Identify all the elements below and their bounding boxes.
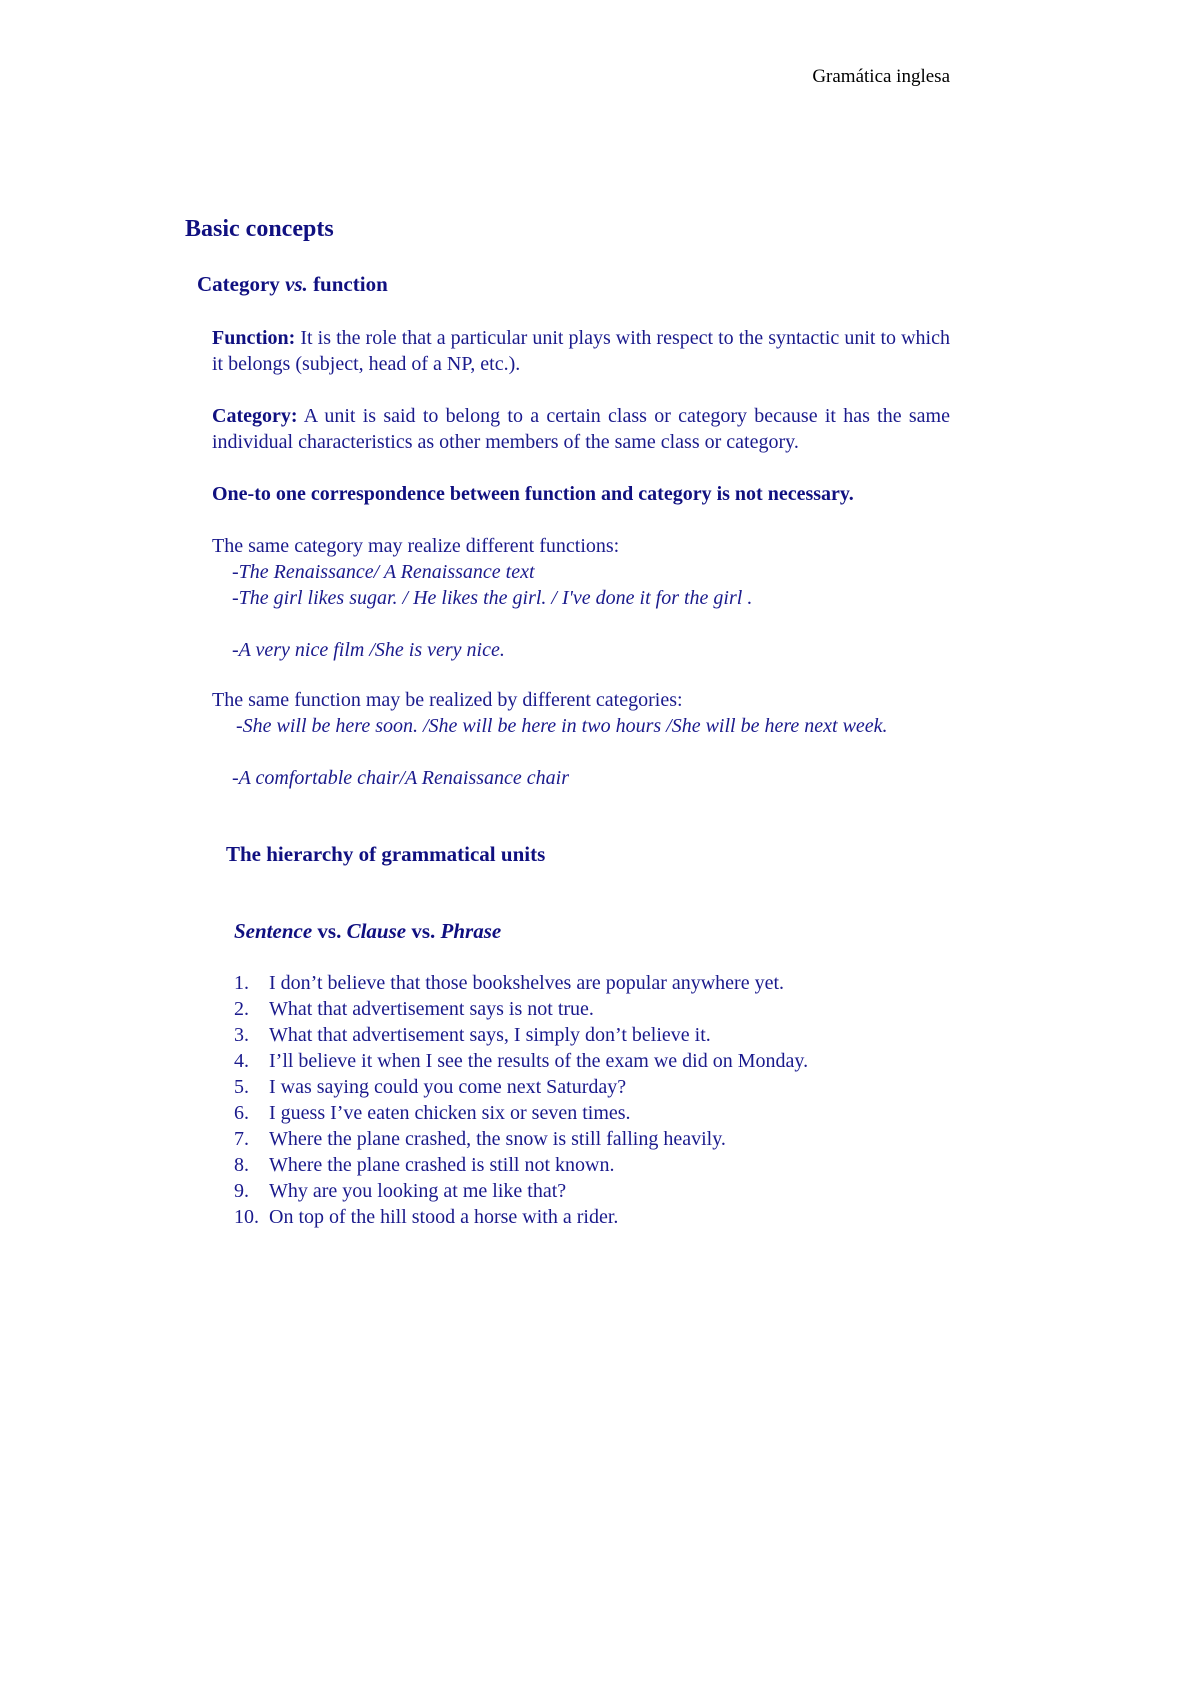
definition-text: It is the role that a particular unit plays with respect to the syntactic unit to which it belongs (subject, head of a NP, etc.). bbox=[212, 327, 950, 375]
same-function-intro: The same function may be realized by different categories: bbox=[212, 689, 683, 711]
running-header: Gramática inglesa bbox=[812, 66, 950, 87]
list-text: Where the plane crashed is still not known. bbox=[269, 1154, 615, 1176]
list-text: What that advertisement says, I simply don’t believe it. bbox=[269, 1024, 711, 1046]
subheading-vs: vs. bbox=[312, 919, 347, 943]
example-line: -The Renaissance/ A Renaissance text bbox=[232, 561, 535, 583]
definition-term: Function: bbox=[212, 327, 296, 349]
list-text: I’ll believe it when I see the results of the exam we did on Monday. bbox=[269, 1050, 809, 1072]
example-line: -She will be here soon. /She will be here in two hours /She will be here next week. bbox=[236, 715, 888, 737]
example-line: -The girl likes sugar. / He likes the girl. / I've done it for the girl . bbox=[232, 587, 753, 609]
example-line: -A comfortable chair/A Renaissance chair bbox=[232, 767, 569, 789]
list-item bbox=[234, 996, 808, 1022]
list-item bbox=[234, 1204, 808, 1230]
list-number: 7. bbox=[234, 1128, 249, 1150]
subheading-term: Sentence bbox=[234, 919, 313, 943]
list-number: 8. bbox=[234, 1154, 249, 1176]
definition-text: A unit is said to belong to a certain class or category because it has the same individual characteristics as other members of the same class or category. bbox=[212, 405, 950, 453]
list-text: On top of the hill stood a horse with a rider. bbox=[269, 1206, 619, 1228]
list-item bbox=[234, 1074, 808, 1100]
list-number: 2. bbox=[234, 998, 249, 1020]
list-item bbox=[234, 1126, 808, 1152]
definition-term: Category: bbox=[212, 405, 298, 427]
subheading-term: Clause bbox=[346, 919, 407, 943]
list-number: 4. bbox=[234, 1050, 249, 1072]
list-item bbox=[234, 1022, 808, 1048]
list-number: 1. bbox=[234, 972, 249, 994]
same-category-intro: The same category may realize different functions: bbox=[212, 535, 620, 557]
section-heading-category-function bbox=[197, 272, 388, 297]
list-text: Where the plane crashed, the snow is still falling heavily. bbox=[269, 1128, 726, 1150]
list-number: 10. bbox=[234, 1206, 259, 1228]
list-item bbox=[234, 1152, 808, 1178]
list-number: 3. bbox=[234, 1024, 249, 1046]
page-title: Basic concepts bbox=[185, 216, 334, 242]
list-text: I was saying could you come next Saturday? bbox=[269, 1076, 627, 1098]
list-number: 9. bbox=[234, 1180, 249, 1202]
subheading-term: Phrase bbox=[440, 919, 502, 943]
function-definition bbox=[212, 325, 950, 377]
section-heading-hierarchy: The hierarchy of grammatical units bbox=[226, 842, 546, 866]
subheading-sentence-clause-phrase bbox=[234, 919, 501, 944]
heading-vs: vs. bbox=[285, 272, 308, 296]
list-number: 5. bbox=[234, 1076, 249, 1098]
example-sentence-list bbox=[234, 970, 808, 1230]
list-item bbox=[234, 1100, 808, 1126]
list-text: I don’t believe that those bookshelves are popular anywhere yet. bbox=[269, 972, 785, 994]
list-text: What that advertisement says is not true. bbox=[269, 998, 594, 1020]
subheading-vs: vs. bbox=[406, 919, 441, 943]
list-text: I guess I’ve eaten chicken six or seven times. bbox=[269, 1102, 631, 1124]
list-number: 6. bbox=[234, 1102, 249, 1124]
list-text: Why are you looking at me like that? bbox=[269, 1180, 567, 1202]
correspondence-statement: One-to one correspondence between function and category is not necessary. bbox=[212, 483, 854, 505]
example-line: -A very nice film /She is very nice. bbox=[232, 639, 505, 661]
heading-part: Category bbox=[197, 272, 286, 296]
list-item bbox=[234, 1048, 808, 1074]
list-item bbox=[234, 1178, 808, 1204]
heading-part: function bbox=[307, 272, 388, 296]
category-definition bbox=[212, 403, 950, 455]
list-item bbox=[234, 970, 808, 996]
